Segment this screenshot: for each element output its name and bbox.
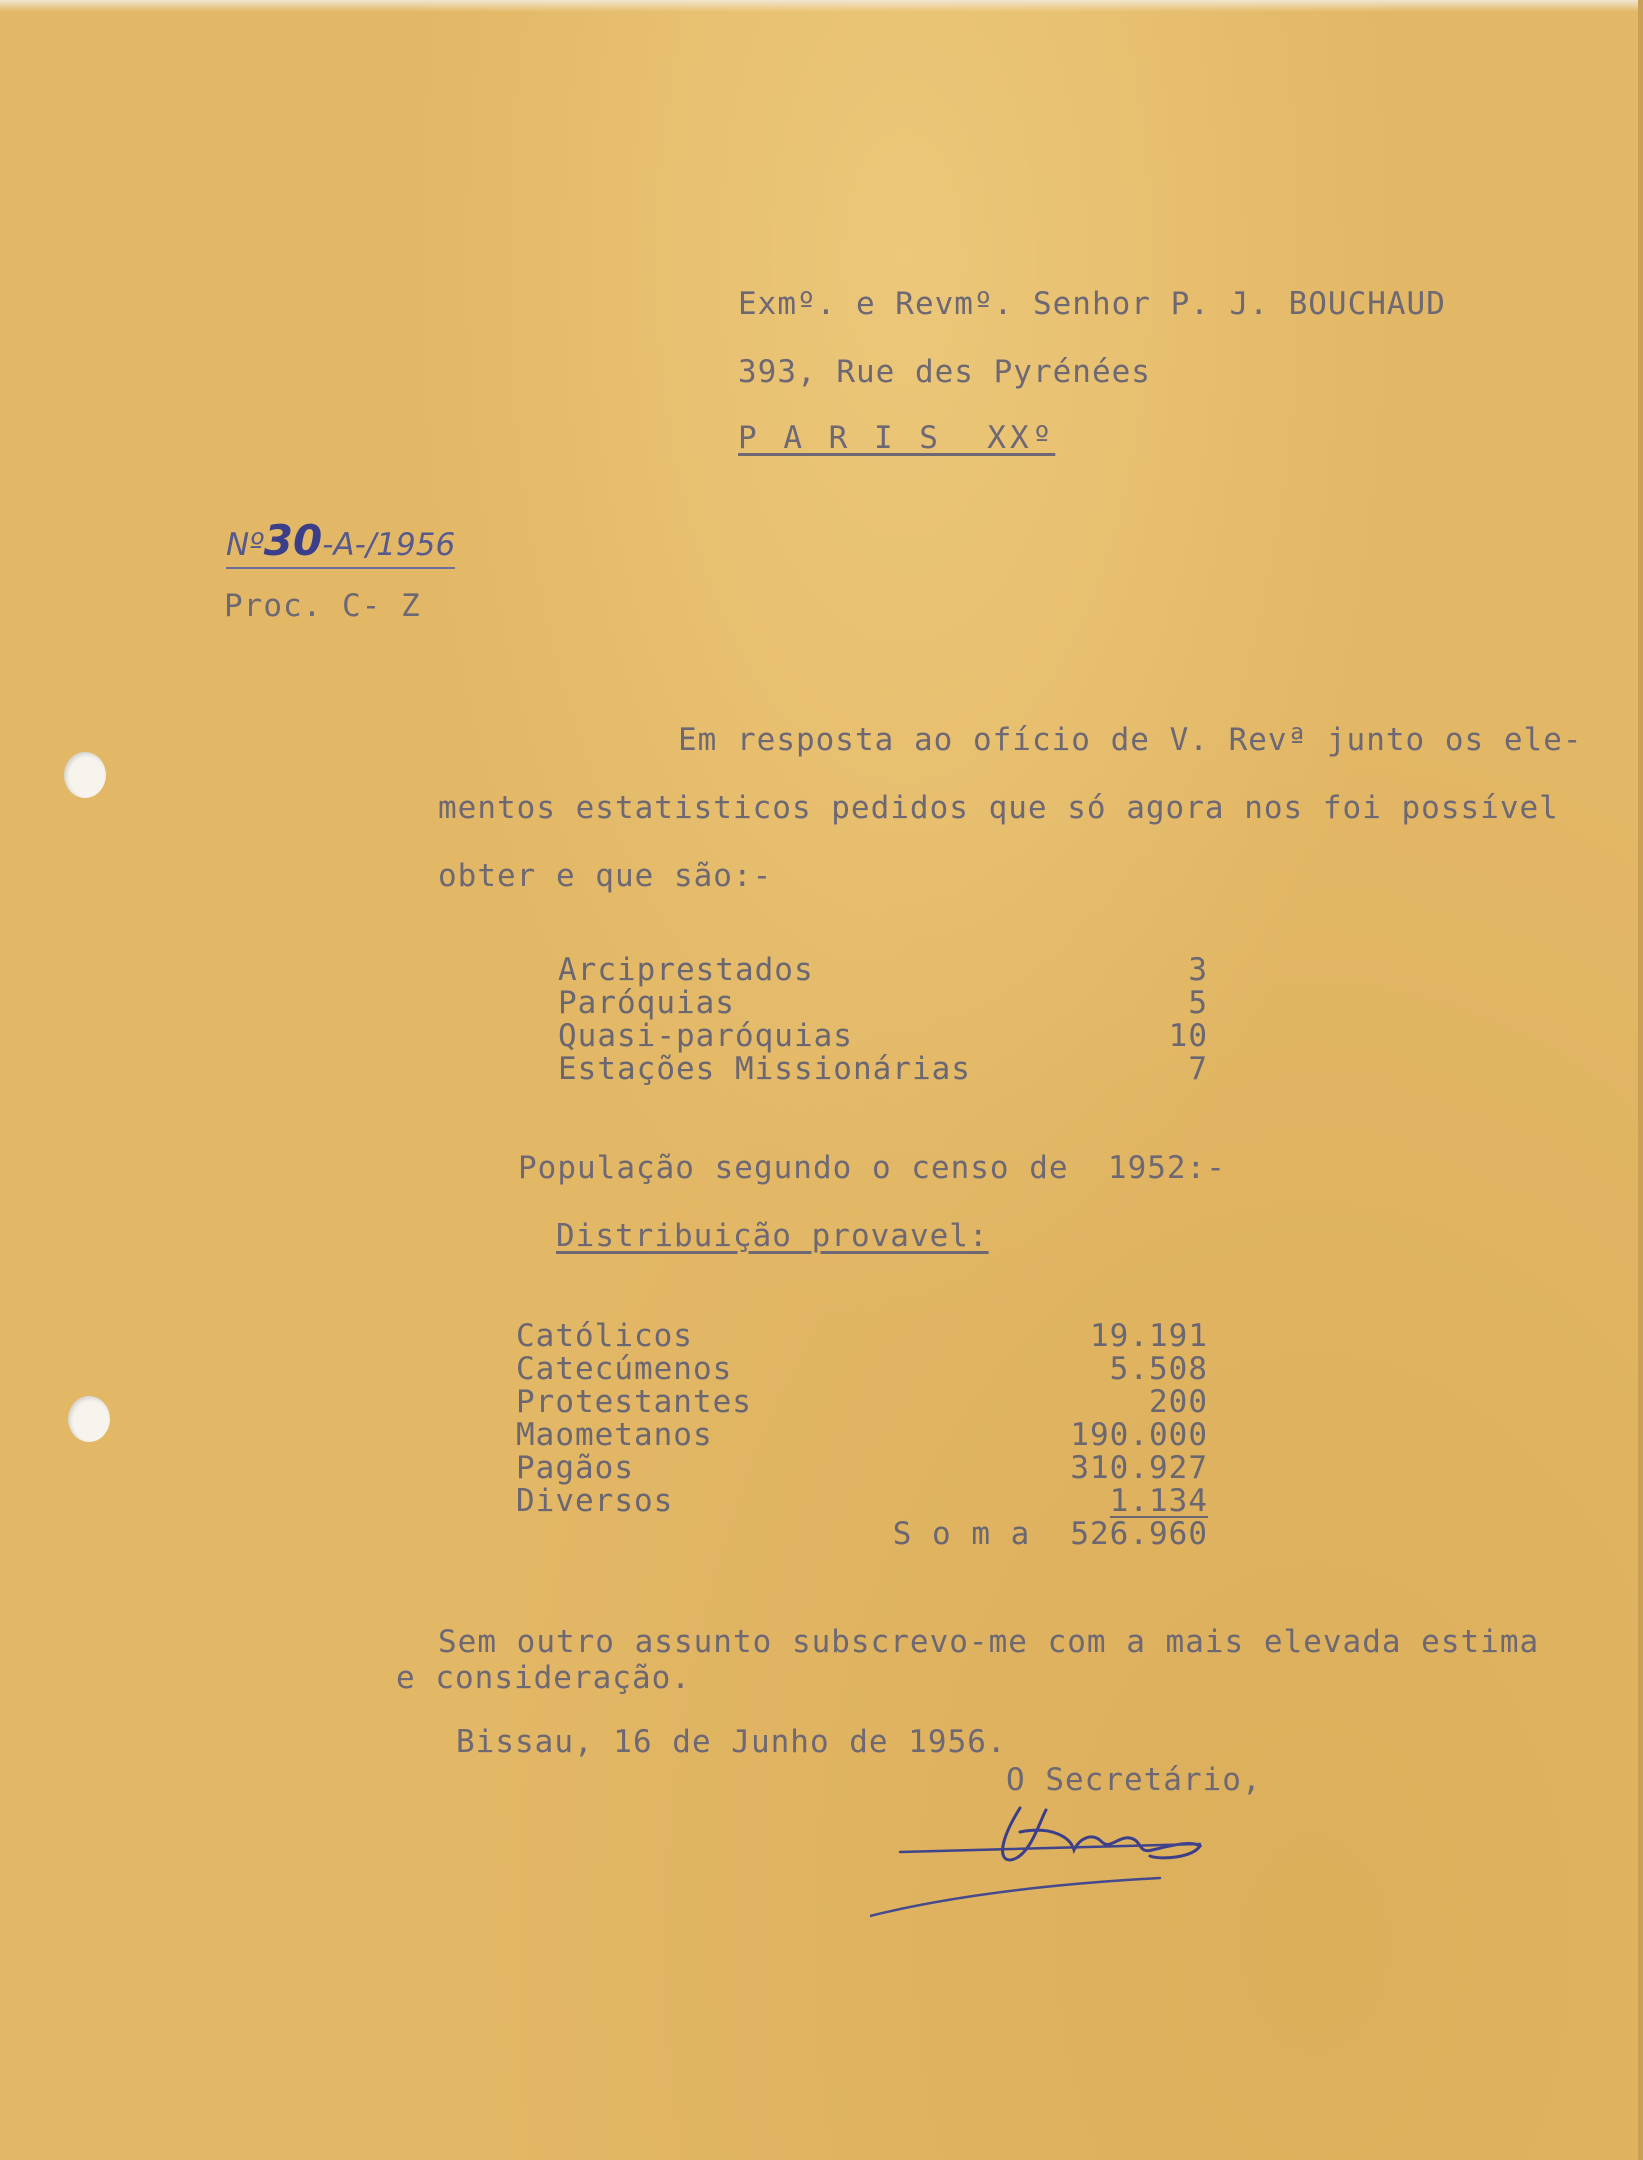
address-line-3: P A R I S XXº xyxy=(738,420,1056,456)
signatory-title: O Secretário, xyxy=(1006,1762,1262,1798)
table-row xyxy=(516,1386,1208,1419)
row-value: 5.508 xyxy=(1109,1351,1208,1387)
row-label: Paróquias xyxy=(558,985,735,1021)
body-line-3: obter e que são:- xyxy=(438,858,773,894)
address-line-2: 393, Rue des Pyrénées xyxy=(738,354,1151,390)
row-value: 190.000 xyxy=(1070,1417,1208,1453)
row-label: Estações Missionárias xyxy=(558,1051,971,1087)
table-row xyxy=(516,1320,1208,1353)
table-row xyxy=(558,987,1208,1020)
body-line-2: mentos estatisticos pedidos que só agora nos foi possível xyxy=(438,790,1559,826)
total-value: 526.960 xyxy=(1070,1516,1208,1552)
paper-right-edge xyxy=(1638,0,1643,2160)
paper-top-edge xyxy=(0,0,1643,12)
divisions-table xyxy=(558,954,1208,1086)
row-label: Católicos xyxy=(516,1318,693,1354)
table-row xyxy=(558,1020,1208,1053)
row-value: 7 xyxy=(1188,1051,1208,1087)
row-label: Arciprestados xyxy=(558,952,814,988)
row-label: Pagãos xyxy=(516,1450,634,1486)
table-row xyxy=(516,1485,1208,1518)
row-label: Quasi-paróquias xyxy=(558,1018,853,1054)
process-reference: Proc. C- Z xyxy=(224,588,421,624)
row-value: 1.134 xyxy=(1109,1483,1208,1519)
punch-hole-bottom xyxy=(68,1396,110,1442)
row-value: 200 xyxy=(1149,1384,1208,1420)
table-row xyxy=(516,1452,1208,1485)
closing-line-2: e consideração. xyxy=(396,1660,691,1696)
reference-prefix: Nº xyxy=(226,527,264,563)
table-row xyxy=(516,1353,1208,1386)
row-value: 5 xyxy=(1188,985,1208,1021)
place-date: Bissau, 16 de Junho de 1956. xyxy=(456,1724,1007,1760)
table-row xyxy=(558,954,1208,987)
row-value: 10 xyxy=(1168,1018,1208,1054)
row-label: Diversos xyxy=(516,1483,674,1519)
address-line-1: Exmº. e Revmº. Senhor P. J. BOUCHAUD xyxy=(738,286,1446,322)
row-label: Maometanos xyxy=(516,1417,713,1453)
row-value: 19.191 xyxy=(1090,1318,1208,1354)
table-row xyxy=(558,1053,1208,1086)
table-row xyxy=(516,1419,1208,1452)
reference-suffix: -A-/1956 xyxy=(322,527,456,563)
signature-mark xyxy=(870,1780,1290,1920)
closing-line-1: Sem outro assunto subscrevo-me com a mais elevada estima xyxy=(438,1624,1540,1660)
punch-hole-top xyxy=(64,752,106,798)
row-label: Catecúmenos xyxy=(516,1351,733,1387)
row-value: 3 xyxy=(1188,952,1208,988)
total-row xyxy=(516,1518,1208,1551)
population-subheading: Distribuição provavel: xyxy=(556,1218,989,1254)
reference-handwritten-number: 30 xyxy=(263,516,323,565)
row-label: Protestantes xyxy=(516,1384,752,1420)
body-line-1: Em resposta ao ofício de V. Revª junto os ele- xyxy=(678,722,1583,758)
row-value: 310.927 xyxy=(1070,1450,1208,1486)
reference-number xyxy=(226,516,455,569)
population-heading: População segundo o censo de 1952:- xyxy=(518,1150,1226,1186)
total-label: S o m a xyxy=(892,1516,1031,1552)
population-table xyxy=(516,1320,1208,1551)
